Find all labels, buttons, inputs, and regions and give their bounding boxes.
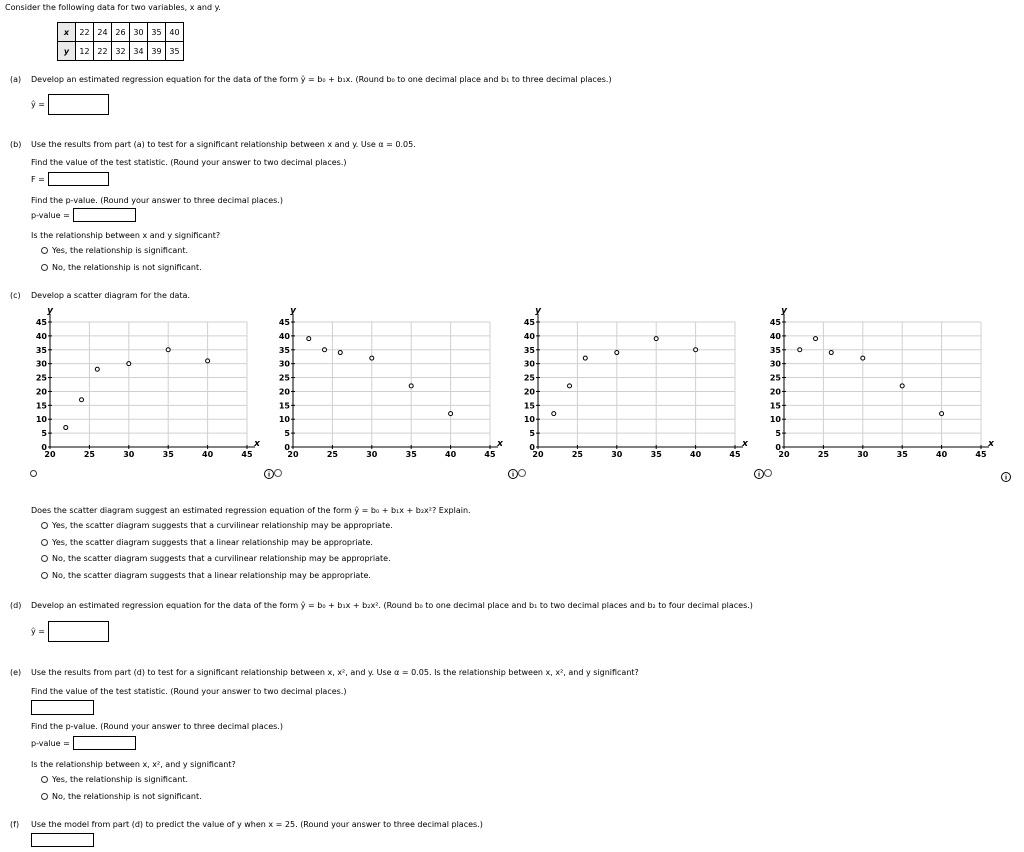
x-tick-label: 45	[729, 450, 741, 459]
intro-text: Consider the following data for two variables, x and y.	[5, 3, 221, 12]
part-c-option-4[interactable]: No, the scatter diagram suggests that a linear relationship may be appropriate.	[41, 571, 371, 580]
data-point	[654, 337, 658, 341]
chart-2-choice[interactable]	[264, 468, 284, 482]
y-tick-label: 45	[35, 318, 47, 327]
y-cell: 35	[166, 42, 184, 61]
x-axis-label: x	[742, 439, 748, 449]
y-axis-label: y	[290, 306, 296, 316]
data-point	[694, 348, 698, 352]
x-tick-label: 25	[817, 450, 829, 459]
part-c-text: Develop a scatter diagram for the data.	[31, 291, 191, 300]
part-f-label: (f)	[10, 820, 20, 829]
part-e-p-input[interactable]	[73, 736, 136, 750]
x-tick-label: 30	[123, 450, 135, 459]
svg-text:i: i	[757, 471, 761, 479]
data-point	[814, 337, 818, 341]
data-point	[127, 362, 131, 366]
y-tick-label: 5	[775, 429, 781, 439]
x-tick-label: 45	[484, 450, 496, 459]
y-tick-label: 40	[523, 331, 535, 341]
info-circle-icon[interactable]	[754, 468, 774, 480]
x-cell: 40	[166, 23, 184, 42]
x-tick-label: 30	[611, 450, 623, 459]
y-tick-label: 20	[523, 387, 535, 397]
y-cell: 22	[94, 42, 112, 61]
part-b-option-no[interactable]: No, the relationship is not significant.	[41, 263, 202, 272]
radio-button[interactable]	[41, 555, 48, 562]
scatter-chart-1	[36, 306, 261, 459]
part-b-label: (b)	[10, 140, 22, 149]
y-axis-label: y	[781, 306, 787, 316]
x-tick-label: 35	[162, 450, 174, 459]
y-tick-label: 35	[523, 345, 535, 355]
x-tick-label: 20	[532, 450, 544, 459]
y-tick-label: 10	[523, 415, 535, 425]
x-tick-label: 40	[202, 450, 214, 459]
y-tick-label: 5	[529, 429, 535, 439]
y-tick-label: 0	[41, 443, 47, 452]
y-tick-label: 40	[35, 331, 47, 341]
radio-button[interactable]	[41, 247, 48, 254]
part-c-option-2[interactable]: Yes, the scatter diagram suggests that a linear relationship may be appropriate.	[41, 538, 373, 547]
data-point	[861, 356, 865, 360]
y-tick-label: 35	[35, 345, 47, 355]
radio-button[interactable]	[41, 776, 48, 783]
part-e-p-label: p-value =	[31, 739, 70, 748]
y-tick-label: 35	[769, 345, 781, 355]
x-tick-label: 30	[366, 450, 378, 459]
x-tick-label: 20	[287, 450, 299, 459]
part-e-label: (e)	[10, 668, 22, 677]
data-point	[552, 412, 556, 416]
x-tick-label: 35	[405, 450, 417, 459]
y-tick-label: 5	[41, 429, 47, 439]
y-cell: 32	[112, 42, 130, 61]
data-point	[206, 359, 210, 363]
y-tick-label: 25	[278, 373, 290, 383]
part-e-option-no[interactable]: No, the relationship is not significant.	[41, 792, 202, 801]
radio-button[interactable]	[41, 539, 48, 546]
data-point	[338, 351, 342, 355]
radio-button[interactable]	[41, 264, 48, 271]
part-b-option-yes[interactable]: Yes, the relationship is significant.	[41, 246, 188, 255]
data-point	[95, 367, 99, 371]
chart-1-radio-button[interactable]	[30, 470, 37, 477]
y-tick-label: 30	[769, 359, 781, 369]
svg-text:i: i	[267, 471, 271, 479]
y-cell: 39	[148, 42, 166, 61]
y-tick-label: 5	[284, 429, 290, 439]
x-tick-label: 25	[83, 450, 95, 459]
radio-button[interactable]	[41, 572, 48, 579]
y-tick-label: 25	[523, 373, 535, 383]
y-tick-label: 15	[35, 401, 47, 411]
part-c-label: (c)	[10, 291, 21, 300]
part-e-p-prompt: Find the p-value. (Round your answer to three decimal places.)	[31, 722, 283, 731]
x-cell: 26	[112, 23, 130, 42]
part-d-text: Develop an estimated regression equation for the data of the form ŷ = b₀ + b₁x + b₂x². (Round b₀ to one decimal place and b₁ to two decimal places and b₂ to four decimal places.)	[31, 601, 753, 610]
y-tick-label: 30	[35, 359, 47, 369]
data-point	[449, 412, 453, 416]
scatter-charts	[0, 300, 1024, 490]
svg-text:i: i	[511, 471, 515, 479]
radio-button[interactable]	[41, 793, 48, 800]
y-tick-label: 0	[284, 443, 290, 452]
y-tick-label: 20	[278, 387, 290, 397]
data-point	[409, 384, 413, 388]
data-point	[307, 337, 311, 341]
part-b-p-prompt: Find the p-value. (Round your answer to three decimal places.)	[31, 196, 283, 205]
data-point	[323, 348, 327, 352]
y-tick-label: 30	[278, 359, 290, 369]
info-circle-icon[interactable]	[1000, 471, 1012, 483]
data-point	[829, 351, 833, 355]
y-axis-label: y	[47, 306, 53, 316]
x-tick-label: 30	[857, 450, 869, 459]
x-tick-label: 40	[690, 450, 702, 459]
x-cell: 35	[148, 23, 166, 42]
part-b-question: Is the relationship between x and y significant?	[31, 231, 221, 240]
info-circle-icon[interactable]	[264, 468, 284, 480]
y-tick-label: 25	[769, 373, 781, 383]
data-point	[166, 348, 170, 352]
part-b-f-input[interactable]	[48, 172, 109, 186]
part-e-question: Is the relationship between x, x², and y significant?	[31, 760, 236, 769]
data-point	[615, 351, 619, 355]
y-tick-label: 40	[278, 331, 290, 341]
part-c-option-1[interactable]: Yes, the scatter diagram suggests that a curvilinear relationship may be appropriate.	[41, 521, 393, 530]
data-point	[64, 426, 68, 430]
x-tick-label: 40	[445, 450, 457, 459]
x-cell: 24	[94, 23, 112, 42]
x-tick-label: 35	[650, 450, 662, 459]
part-e-stat-input[interactable]	[31, 700, 94, 715]
y-tick-label: 15	[769, 401, 781, 411]
x-axis-label: x	[497, 439, 503, 449]
y-tick-label: 25	[35, 373, 47, 383]
part-d-yhat-label: ŷ =	[31, 627, 45, 636]
y-cell: 34	[130, 42, 148, 61]
part-e-option-yes[interactable]: Yes, the relationship is significant.	[41, 775, 188, 784]
part-a-yhat-label: ŷ =	[31, 100, 45, 109]
part-c-option-3[interactable]: No, the scatter diagram suggests that a curvilinear relationship may be appropriate.	[41, 554, 391, 563]
x-tick-label: 40	[936, 450, 948, 459]
y-tick-label: 45	[278, 318, 290, 327]
y-tick-label: 0	[775, 443, 781, 452]
chart-3-choice[interactable]	[508, 468, 528, 482]
y-tick-label: 40	[769, 331, 781, 341]
y-tick-label: 0	[529, 443, 535, 452]
x-tick-label: 20	[44, 450, 56, 459]
x-tick-label: 45	[241, 450, 253, 459]
y-tick-label: 15	[278, 401, 290, 411]
y-tick-label: 35	[278, 345, 290, 355]
x-cell: 22	[76, 23, 94, 42]
y-tick-label: 45	[769, 318, 781, 327]
data-table-row-x	[58, 23, 184, 42]
part-e-stat-prompt: Find the value of the test statistic. (Round your answer to two decimal places.)	[31, 687, 347, 696]
part-a-label: (a)	[10, 75, 22, 84]
data-point	[583, 356, 587, 360]
chart-4-info[interactable]	[1000, 471, 1012, 485]
y-cell: 12	[76, 42, 94, 61]
scatter-chart-3	[524, 306, 749, 459]
data-table	[57, 22, 184, 61]
part-b-text: Use the results from part (a) to test for a significant relationship between x and y. Use α = 0.05.	[31, 140, 416, 149]
y-header: y	[58, 42, 76, 61]
part-c-question: Does the scatter diagram suggest an estimated regression equation of the form ŷ = b₀ + b₁x + b₂x²? Explain.	[31, 506, 471, 515]
y-tick-label: 10	[769, 415, 781, 425]
x-tick-label: 25	[571, 450, 583, 459]
y-tick-label: 10	[278, 415, 290, 425]
part-b-p-input[interactable]	[73, 208, 136, 222]
x-tick-label: 25	[326, 450, 338, 459]
y-tick-label: 30	[523, 359, 535, 369]
data-point	[798, 348, 802, 352]
data-point	[940, 412, 944, 416]
x-tick-label: 35	[896, 450, 908, 459]
part-f-prediction-input[interactable]	[31, 833, 94, 847]
y-tick-label: 15	[523, 401, 535, 411]
data-table-row-y	[58, 42, 184, 61]
part-a-equation-input[interactable]	[48, 94, 109, 115]
y-tick-label: 20	[35, 387, 47, 397]
scatter-chart-4	[770, 306, 995, 459]
x-axis-label: x	[988, 439, 994, 449]
radio-button[interactable]	[41, 522, 48, 529]
y-axis-label: y	[535, 306, 541, 316]
x-tick-label: 45	[975, 450, 987, 459]
x-tick-label: 20	[778, 450, 790, 459]
y-tick-label: 45	[523, 318, 535, 327]
part-f-text: Use the model from part (d) to predict the value of y when x = 25. (Round your answer to three decimal places.)	[31, 820, 483, 829]
x-axis-label: x	[254, 439, 260, 449]
svg-text:i: i	[1004, 474, 1008, 482]
part-b-p-label: p-value =	[31, 211, 70, 220]
x-cell: 30	[130, 23, 148, 42]
part-b-f-label: F =	[31, 175, 45, 184]
data-point	[568, 384, 572, 388]
data-point	[80, 398, 84, 402]
info-circle-icon[interactable]	[508, 468, 528, 480]
y-tick-label: 10	[35, 415, 47, 425]
part-d-equation-input[interactable]	[48, 621, 109, 642]
chart-4-choice[interactable]	[754, 468, 774, 482]
data-point	[370, 356, 374, 360]
y-tick-label: 20	[769, 387, 781, 397]
part-a-text: Develop an estimated regression equation for the data of the form ŷ = b₀ + b₁x. (Round b₀ to one decimal place and b₁ to three decimal places.)	[31, 75, 612, 84]
scatter-chart-2	[279, 306, 504, 459]
x-header: x	[58, 23, 76, 42]
part-b-stat-prompt: Find the value of the test statistic. (Round your answer to two decimal places.)	[31, 158, 347, 167]
part-e-text: Use the results from part (d) to test for a significant relationship between x, x², and y. Use α = 0.05. Is the relationship between x, x², and y significant?	[31, 668, 639, 677]
part-d-label: (d)	[10, 601, 22, 610]
data-point	[900, 384, 904, 388]
